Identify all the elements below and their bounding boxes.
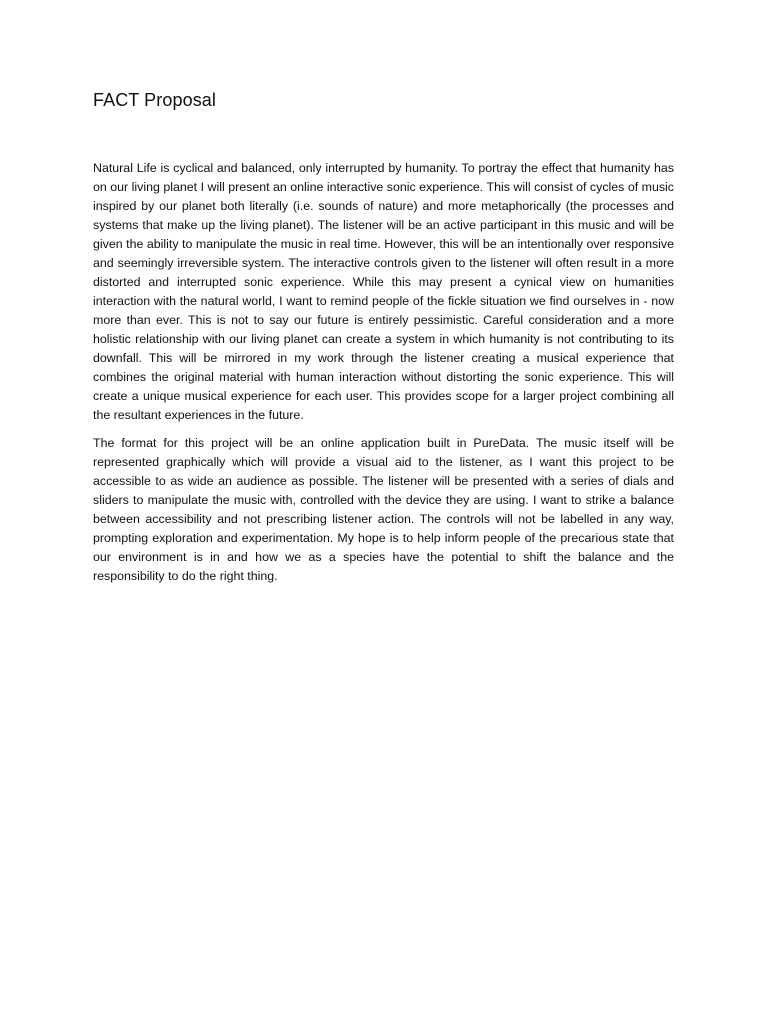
document-title: FACT Proposal: [93, 90, 217, 110]
paragraph-1: Natural Life is cyclical and balanced, only interrupted by humanity. To portray the effect that humanity has on our living planet I will present an online interactive sonic experience. This will consist of cycles of music inspired by our planet both literally (i.e. sounds of nature) and more metaphorically (the processes and systems that make up the living planet). The listener will be an active participant in this music and will be given the ability to manipulate the music in real time. However, this will be an intentionally over responsive and seemingly irreversible system. The interactive controls given to the listener will often result in a more distorted and interrupted sonic experience. While this may present a cynical view on humanities interaction with the natural world, I want to remind people of the fickle situation we find ourselves in - now more than ever. This is not to say our future is entirely pessimistic. Careful consideration and a more holistic relationship with our living planet can create a system in which humanity is not contributing to its downfall. This will be mirrored in my work through the listener creating a musical experience that combines the original material with human interaction without distorting the sonic experience. This will create a unique musical experience for each user. This provides scope for a larger project combining all the resultant experiences in the future.: [93, 161, 674, 422]
paragraph-2: The format for this project will be an online application built in PureData. The music itself will be represented graphically which will provide a visual aid to the listener, as I want this project to be accessible to as wide an audience as possible. The listener will be presented with a series of dials and sliders to manipulate the music with, controlled with the device they are using. I want to strike a balance between accessibility and not prescribing listener action. The controls will not be labelled in any way, prompting exploration and experimentation. My hope is to help inform people of the precarious state that our environment is in and how we as a species have the potential to shift the balance and the responsibility to do the right thing.: [93, 436, 674, 583]
document-body: [93, 159, 674, 595]
